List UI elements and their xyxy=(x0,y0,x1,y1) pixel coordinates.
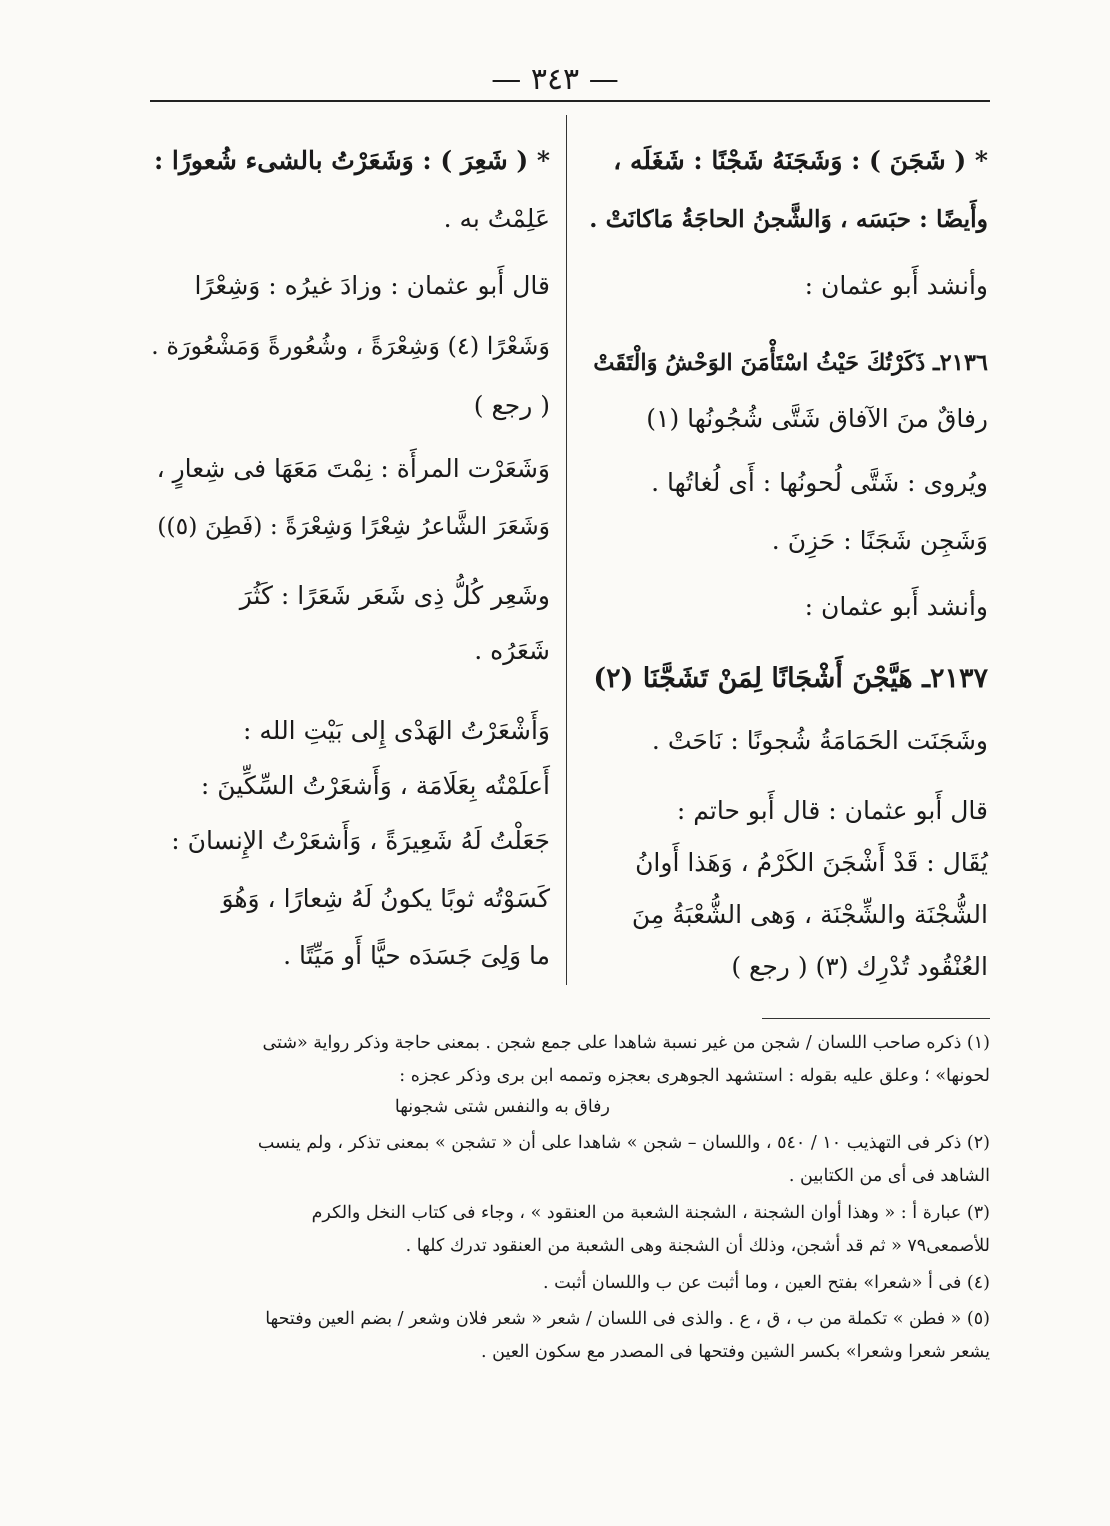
text-line: وأنشد أَبو عثمان : xyxy=(804,592,988,621)
footnote-5: (٥) « فطن » تكملة من ب ، ق ، ع . والذى فى اللسان / شعر « شعر فلان وشعر / بضم العين وفتحها xyxy=(265,1309,990,1329)
verse-line: رفاقٌ منَ الآفاق شَتَّى شُجُونُها (١) xyxy=(646,404,988,433)
text-line: قال أَبو عثمان : وزادَ غيرُه : وَشِعْرًا xyxy=(194,271,550,300)
text-line: جَعَلْتُ لَهُ شَعِيرَةً ، وَأَشعَرْتُ الإِنسانَ : xyxy=(171,826,550,855)
text-line: ويُروى : شَتَّى لُحونُها : أَى لُغاتُها . xyxy=(651,468,988,497)
text-line: وأَيضًا : حبَسَه ، وَالشَّجنُ الحاجَةُ مَاكانَتْ . xyxy=(589,205,988,233)
text-line: يُقَال : قَدْ أَشْجَنَ الكَرْمُ ، وَهَذا أَوانُ xyxy=(635,848,988,877)
verse-2136: ٢١٣٦ـ ذَكَرْتُكَ حَيْثُ اسْتَأْمَنَ الوَحْشُ وَالْتَقَتْ xyxy=(593,350,988,376)
text-line: وشَجَنَت الحَمَامَةُ شُجونًا : نَاحَتْ . xyxy=(651,726,988,755)
footnote-rule xyxy=(762,1018,990,1019)
text-line: وَشَعَرْت المرأَة : نِمْتَ مَعَهَا فى شِعارٍ ، xyxy=(156,454,550,483)
footnote-3: (٣) عبارة أ : « وهذا أوان الشجنة ، الشجنة الشعبة من العنقود » ، وجاء فى كتاب النخل والكرم xyxy=(311,1203,990,1223)
footnote-3-cont: للأصمعى٧٩ « ثم قد أشجن، وذلك أن الشجنة وهى الشعبة من العنقود تدرك كلها . xyxy=(405,1236,990,1256)
footnote-5-cont: يشعر شعرا وشعرا» بكسر الشين وفتحها فى المصدر مع سكون العين . xyxy=(481,1342,990,1362)
text-line: الشُّجْنَة والشِّجْنَة ، وَهى الشُّعْبَةُ مِنَ xyxy=(631,900,988,929)
entry-heading-shajan: * ( شَجَنَ ) : وَشَجَنَهُ شَجْنًا : شَغَلَه ، xyxy=(613,146,988,175)
text-line: شَعَرُه . xyxy=(474,636,550,665)
text-line: وَشَعَرَ الشَّاعرُ شِعْرًا وَشِعْرَةً : (فَطِنَ (٥)) xyxy=(157,512,550,540)
column-divider xyxy=(566,115,567,985)
verse-2137: ٢١٣٧ـ هَيَّجْنَ أَشْجَانًا لِمَنْ تَشَجَّنَا (٢) xyxy=(593,663,988,694)
entry-heading-shaara: * ( شَعِرَ ) : وَشَعَرْتُ بالشىء شُعورًا : xyxy=(153,146,550,175)
page-number: — ٣٤٣ — xyxy=(491,62,619,97)
text-line: أَعلَمْتُه بِعَلَامَة ، وَأَشعَرْتُ السِّكِّينَ : xyxy=(200,771,550,800)
text-line: وَأَشْعَرْتُ الهَدْى إِلى بَيْتِ الله : xyxy=(243,716,550,745)
footnote-1: (١) ذكره صاحب اللسان / شجن من غير نسبة شاهدا على جمع شجن . بمعنى حاجة وذكر رواية «شتى xyxy=(262,1033,990,1053)
text-line: عَلِمْتُ به . xyxy=(443,204,550,233)
text-line: وشَعِر كُلُّ ذِى شَعَر شَعَرًا : كَثُرَ xyxy=(239,581,550,610)
text-line: العُنْقُود تُدْرِك (٣) ( رجع ) xyxy=(731,952,988,981)
text-line: وَشَعْرًا (٤) وَشِعْرَةً ، وشُعُورةً وَمَشْعُورَة . xyxy=(151,332,550,360)
text-line: ما وَلِىَ جَسَدَه حيًّا أَو مَيِّتًا . xyxy=(283,941,550,970)
text-line: قال أَبو عثمان : قال أَبو حاتم : xyxy=(676,796,988,825)
footnote-1-cont: لحونها» ؛ وعلق عليه بقوله : استشهد الجوهرى بعجزه وتممه ابن برى وذكر عجزه : xyxy=(399,1066,990,1086)
header-rule xyxy=(150,100,990,102)
footnote-1-verse: رفاق به والنفس شتى شجونها xyxy=(394,1097,610,1117)
footnote-4: (٤) فى أ «شعرا» بفتح العين ، وما أثبت عن ب واللسان أثبت . xyxy=(542,1273,990,1293)
footnote-2: (٢) ذكر فى التهذيب ١٠ / ٥٤٠ ، واللسان – شجن » شاهدا على أن « تشجن » بمعنى تذكر ، ولم ينسب xyxy=(257,1133,990,1153)
text-line: كَسَوْتُه ثوبًا يكونُ لَهُ شِعارًا ، وَهُوَ xyxy=(221,884,550,913)
text-line: وأنشد أَبو عثمان : xyxy=(804,271,988,300)
text-line: ( رجع ) xyxy=(473,391,550,420)
footnote-2-cont: الشاهد فى أى من الكتابين . xyxy=(788,1166,990,1186)
text-line: وَشَجِن شَجَنًا : حَزِنَ . xyxy=(771,526,988,555)
